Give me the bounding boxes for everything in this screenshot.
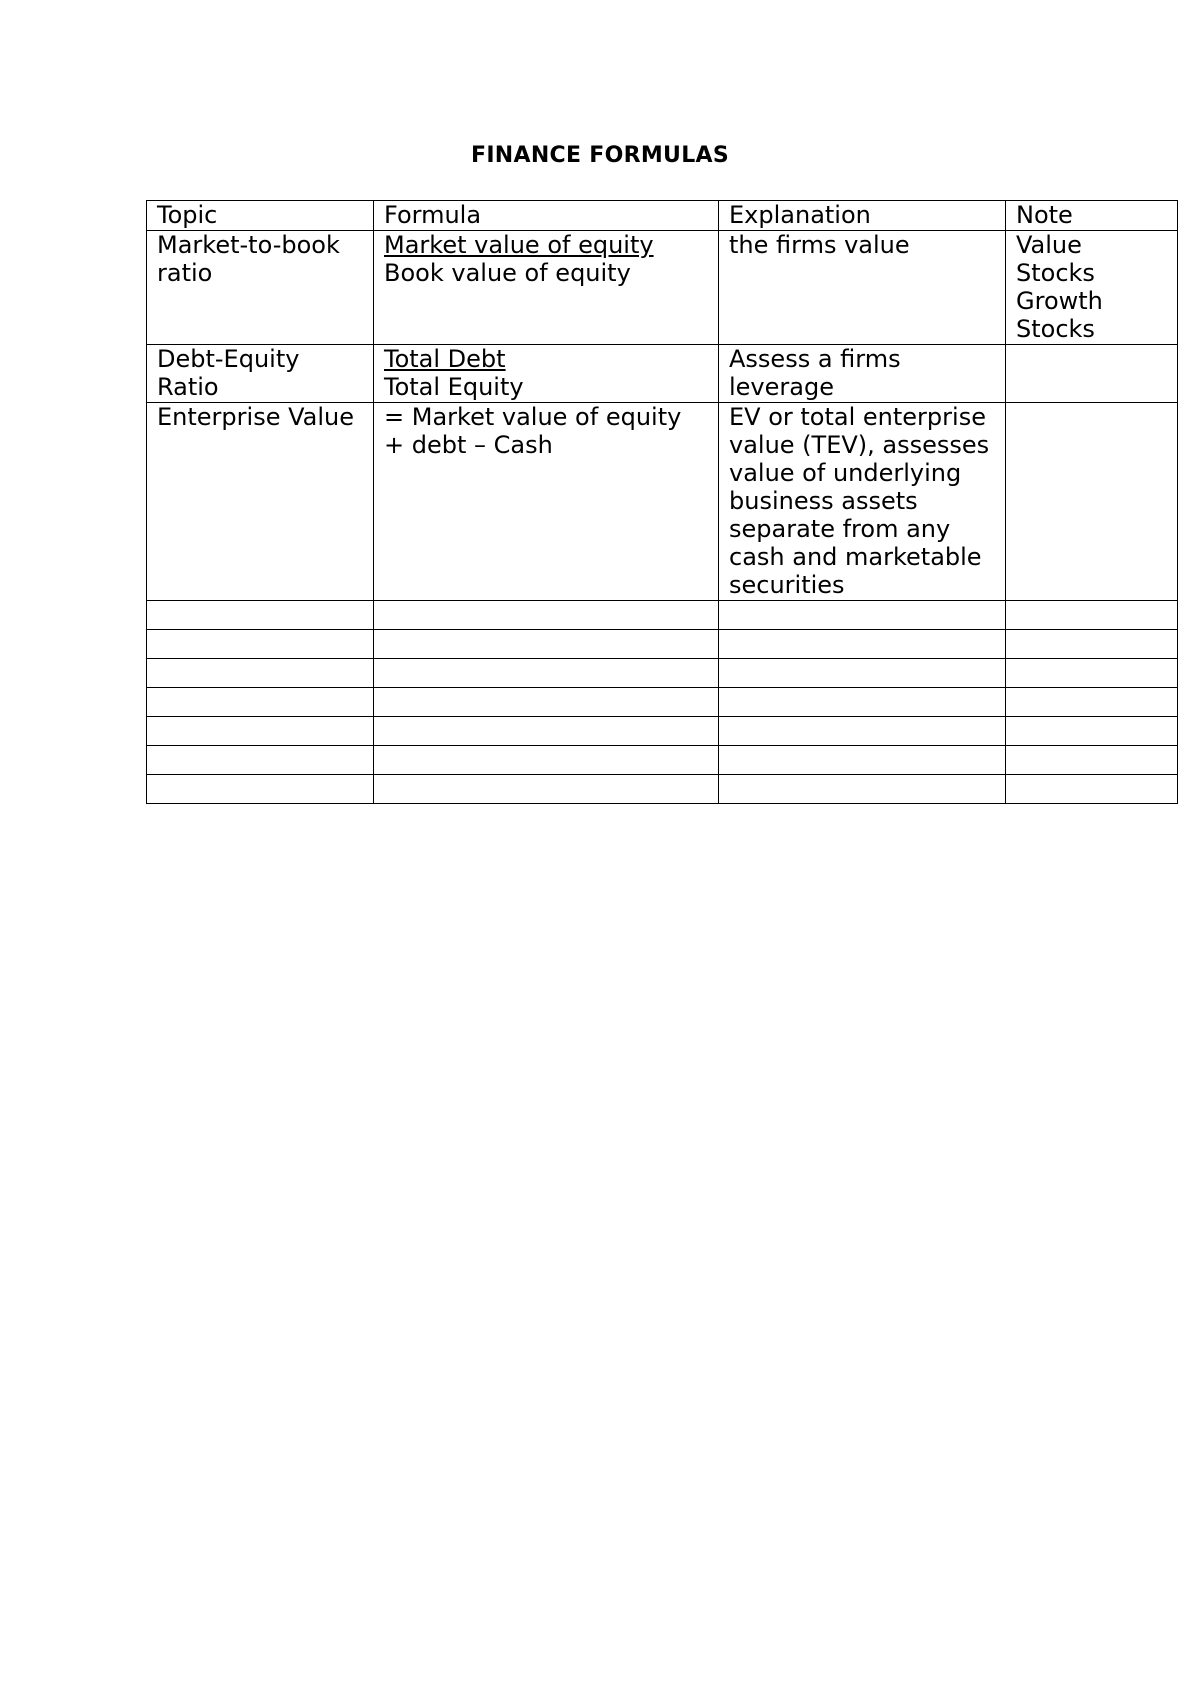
empty-cell (719, 630, 1006, 659)
empty-cell (374, 601, 719, 630)
finance-formulas-table (146, 200, 1178, 804)
empty-cell (147, 630, 374, 659)
empty-cell (1006, 746, 1178, 775)
table-row (147, 231, 1178, 345)
empty-cell (1006, 630, 1178, 659)
empty-table-row (147, 775, 1178, 804)
page-title: FINANCE FORMULAS (470, 143, 729, 168)
note-line: Value (1016, 231, 1082, 259)
header-explanation: Explanation (719, 201, 1006, 231)
formula-line: + debt – Cash (384, 431, 553, 459)
note-line: Stocks (1016, 315, 1095, 343)
empty-cell (719, 659, 1006, 688)
cell-topic: Market-to-book ratio (147, 231, 374, 345)
empty-cell (719, 688, 1006, 717)
cell-topic: Debt-Equity Ratio (147, 345, 374, 403)
cell-explanation: EV or total enterprise value (TEV), assesses value of underlying business assets separate from any cash and marketable securities (719, 403, 1006, 601)
formula-numerator: Total Debt (384, 345, 506, 373)
empty-table-row (147, 630, 1178, 659)
cell-formula (374, 403, 719, 601)
empty-table-row (147, 601, 1178, 630)
note-line: Growth (1016, 287, 1103, 315)
empty-cell (719, 746, 1006, 775)
empty-cell (374, 630, 719, 659)
header-note: Note (1006, 201, 1178, 231)
empty-cell (374, 688, 719, 717)
cell-explanation: the firms value (719, 231, 1006, 345)
empty-table-row (147, 688, 1178, 717)
cell-formula (374, 231, 719, 345)
header-formula: Formula (374, 201, 719, 231)
empty-cell (719, 601, 1006, 630)
cell-note (1006, 345, 1178, 403)
empty-table-row (147, 717, 1178, 746)
table-row (147, 345, 1178, 403)
empty-cell (147, 717, 374, 746)
empty-cell (374, 717, 719, 746)
formula-line: = Market value of equity (384, 403, 682, 431)
formula-denominator: Book value of equity (384, 259, 631, 287)
cell-formula (374, 345, 719, 403)
table-row (147, 403, 1178, 601)
empty-cell (719, 775, 1006, 804)
empty-cell (719, 717, 1006, 746)
cell-note (1006, 403, 1178, 601)
empty-cell (1006, 717, 1178, 746)
empty-cell (1006, 659, 1178, 688)
formula-denominator: Total Equity (384, 373, 524, 401)
empty-table-row (147, 659, 1178, 688)
empty-cell (1006, 688, 1178, 717)
empty-cell (147, 688, 374, 717)
formula-numerator: Market value of equity (384, 231, 654, 259)
cell-note (1006, 231, 1178, 345)
cell-explanation: Assess a firms leverage (719, 345, 1006, 403)
table-header-row (147, 201, 1178, 231)
cell-topic: Enterprise Value (147, 403, 374, 601)
empty-cell (147, 775, 374, 804)
empty-cell (374, 775, 719, 804)
empty-cell (1006, 775, 1178, 804)
empty-cell (147, 659, 374, 688)
note-line: Stocks (1016, 259, 1095, 287)
empty-cell (1006, 601, 1178, 630)
empty-cell (147, 746, 374, 775)
empty-cell (147, 601, 374, 630)
empty-table-row (147, 746, 1178, 775)
header-topic: Topic (147, 201, 374, 231)
empty-cell (374, 746, 719, 775)
empty-cell (374, 659, 719, 688)
